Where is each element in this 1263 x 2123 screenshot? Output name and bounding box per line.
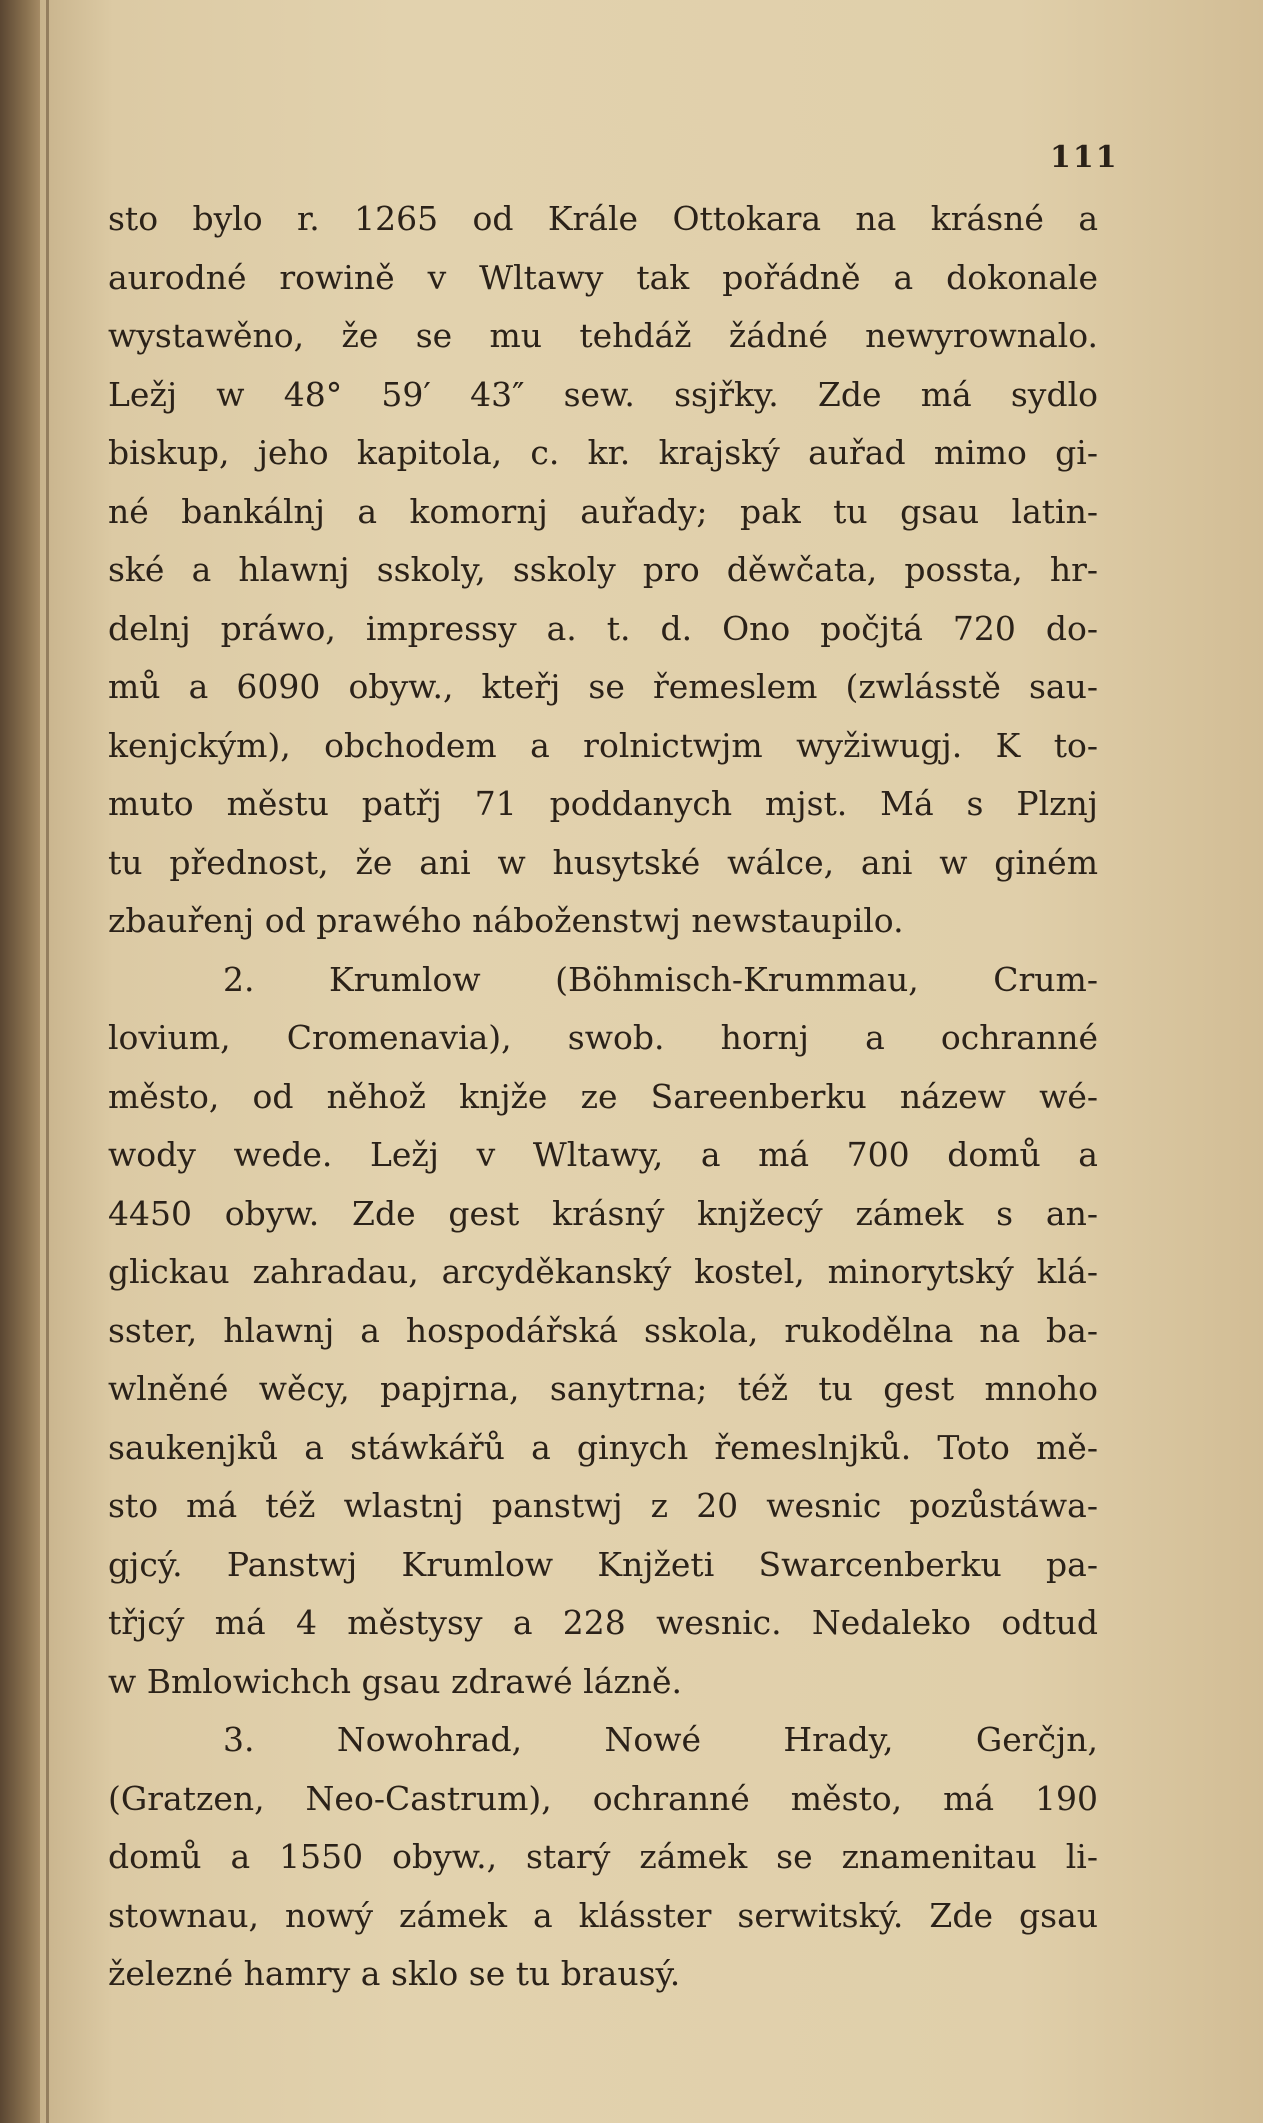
book-page — [40, 0, 1263, 2123]
text-line: sster, hlawnj a hospodářská sskola, rukodělna na ba- — [108, 1310, 1098, 1350]
text-line: ské a hlawnj sskoly, sskoly pro děwčata, possta, hr- — [108, 550, 1098, 589]
text-line: třjcý má 4 městysy a 228 wesnic. Nedaleko odtud — [108, 1603, 1098, 1642]
text-line: tu přednost, že ani w husytské wálce, ani w giném — [108, 842, 1098, 882]
body-text — [108, 190, 1098, 2004]
text-line: wody wede. Ležj v Wltawy, a má 700 domů a — [108, 1135, 1098, 1174]
text-line: sto bylo r. 1265 od Krále Ottokara na krásné a — [108, 199, 1098, 238]
text-line: delnj práwo, impressy a. t. d. Ono počjtá 720 do- — [108, 608, 1098, 648]
text-line: muto městu patřj 71 poddanych mjst. Má s Plznj — [108, 784, 1098, 823]
text-line: saukenjků a stáwkářů a ginych řemeslnjků. Toto mě- — [108, 1427, 1098, 1467]
text-line: w Bmlowichch gsau zdrawé lázně. — [108, 1661, 683, 1701]
text-line: kenjckým), obchodem a rolnictwjm wyžiwugj. K to- — [108, 725, 1098, 765]
text-line: stownau, nowý zámek a klásster serwitský. Zde gsau — [108, 1895, 1098, 1935]
text-line: (Gratzen, Neo-Castrum), ochranné město, má 190 — [108, 1778, 1098, 1818]
text-line: aurodné rowině v Wltawy tak pořádně a dokonale — [108, 257, 1098, 297]
text-line: gjcý. Panstwj Krumlow Knjžeti Swarcenberku pa- — [108, 1544, 1098, 1584]
text-line: glickau zahradau, arcyděkanský kostel, minorytský klá- — [108, 1252, 1098, 1291]
text-line: né bankálnj a komornj auřady; pak tu gsau latin- — [108, 491, 1098, 531]
text-line: domů a 1550 obyw., starý zámek se znamenitau li- — [108, 1837, 1098, 1876]
text-line: wystawěno, že se mu tehdáž žádné newyrownalo. — [108, 316, 1098, 355]
page-number: 111 — [1050, 140, 1119, 175]
text-line: sto má též wlastnj panstwj z 20 wesnic pozůstáwa- — [108, 1486, 1098, 1525]
text-line: zbauřenj od prawého náboženstwj newstaupilo. — [108, 901, 904, 940]
text-line: město, od něhož knjže ze Sareenberku názew wé- — [108, 1076, 1098, 1116]
text-line: wlněné wěcy, papjrna, sanytrna; též tu gest mnoho — [108, 1369, 1098, 1408]
text-line: 4450 obyw. Zde gest krásný knjžecý zámek s an- — [108, 1193, 1098, 1233]
text-line: biskup, jeho kapitola, c. kr. krajský auřad mimo gi- — [108, 433, 1098, 472]
section-heading-line: 3. Nowohrad, Nowé Hrady, Gerčjn, — [223, 1720, 1098, 1759]
page-gutter — [46, 0, 49, 2123]
text-line: Ležj w 48° 59′ 43″ sew. ssjřky. Zde má sydlo — [108, 374, 1098, 414]
text-line: mů a 6090 obyw., kteřj se řemeslem (zwlásstě sau- — [108, 667, 1098, 706]
text-line: lovium, Cromenavia), swob. hornj a ochranné — [108, 1018, 1098, 1057]
section-heading-line: 2. Krumlow (Böhmisch-Krummau, Crum- — [223, 959, 1098, 999]
text-line: železné hamry a sklo se tu brausý. — [108, 1954, 681, 1993]
